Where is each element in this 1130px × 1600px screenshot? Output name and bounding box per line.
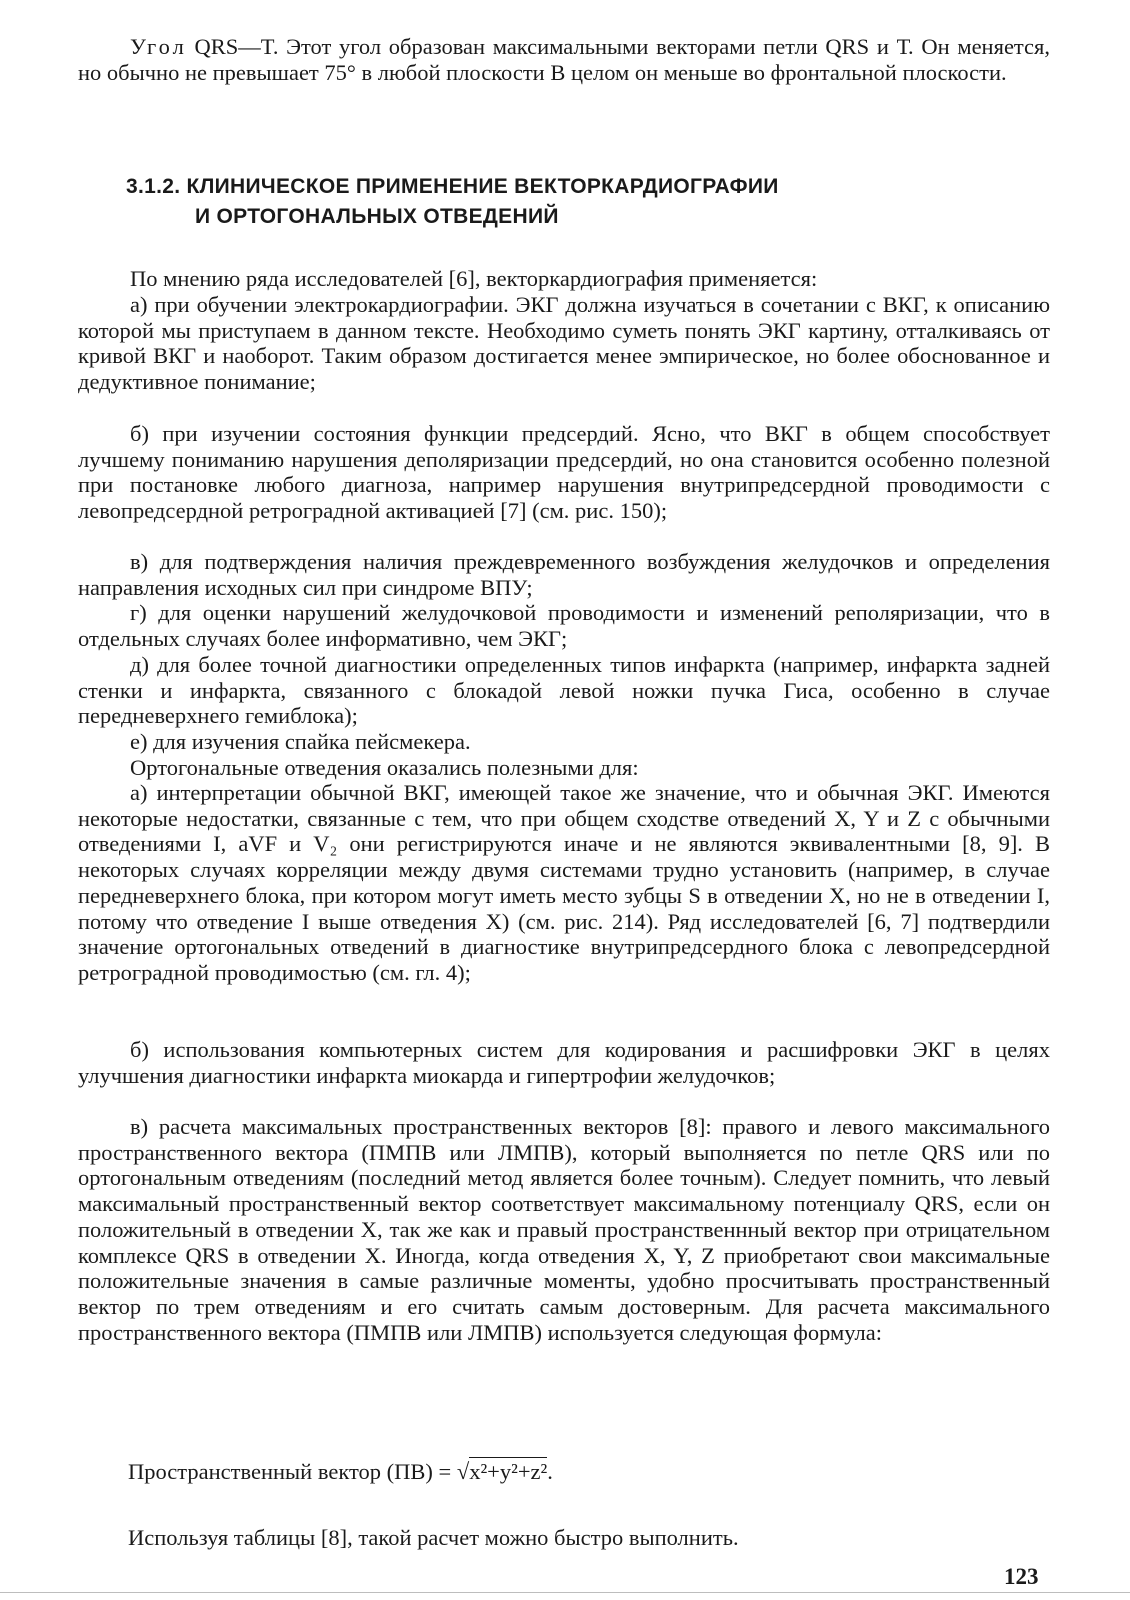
paragraph-intro-list: По мнению ряда исследователей [6], векторкардиография применяется: [130,266,818,291]
intro-lead: Угол [130,34,187,59]
closing-sentence: Используя таблицы [8], такой расчет можно быстро выполнить. [128,1525,739,1550]
formula-root-sign: √ [456,1459,470,1484]
paragraph-orthogonal-a: а) интерпретации обычной ВКГ, имеющей такое же значение, что и обычная ЭКГ. Имеются некоторые недостатки, связанные с тем, что при общем сходстве отведений X, Y и Z с обычными отведениями I, aVF и V₂ они регистрируются иначе и не являются эквивалентными [8, 9]. В некоторых случаях корреляции между двумя системами трудно установить (например, в случае передневерхнего блока, при котором могут иметь место зубцы S в отведении X, но не в отведении I, потому что отведение I выше отведения X) (см. рис. 214). Ряд исследователей [6, 7] подтвердили значение ортогональных отведений в диагностике внутрипредсердного блока с левопредсердной ретроградной проводимостью (см. гл. 4); [78,780,1050,985]
paragraph-item-e: е) для изучения спайка пейсмекера. [130,729,471,754]
paragraph-orthogonal-b: б) использования компьютерных систем для кодирования и расшифровки ЭКГ в целях улучшения диагностики инфаркта миокарда и гипертрофии желудочков; [78,1037,1050,1088]
section-title-line1: КЛИНИЧЕСКОЕ ПРИМЕНЕНИЕ ВЕКТОРКАРДИОГРАФИИ [186,175,779,198]
paragraph-item-v: в) для подтверждения наличия преждевременного возбуждения желудочков и определения направления исходных сил при синдроме ВПУ; [78,549,1050,600]
formula-equals: = [432,1459,457,1484]
formula-label: Пространственный вектор (ПВ) [128,1459,433,1484]
formula-line [128,1458,1028,1486]
section-heading [126,172,1026,232]
page-number: 123 [1004,1564,1039,1589]
paragraph-item-b: б) при изучении состояния функции предсердий. Ясно, что ВКГ в общем способствует лучшему пониманию нарушения деполяризации предсердий, но она становится особенно полезной при постановке любого диагноза, например нарушения внутрипредсердной проводимости с левопредсердной ретроградной активацией [7] (см. рис. 150); [78,421,1050,524]
paragraph-item-g: г) для оценки нарушений желудочковой проводимости и изменений реполяризации, что в отдельных случаях более информативно, чем ЭКГ; [78,600,1050,651]
intro-text: QRS—T. Этот угол образован максимальными векторами петли QRS и Т. Он меняется, но обычно не превышает 75° в любой плоскости В целом он меньше во фронтальной плоскости. [78,34,1050,85]
paragraph-item-a: а) при обучении электрокардиографии. ЭКГ должна изучаться в сочетании с ВКГ, к описанию которой мы приступаем в данном тексте. Необходимо суметь понять ЭКГ картину, отталкиваясь от кривой ВКГ и наоборот. Таким образом достигается менее эмпирическое, но более обоснованное и дедуктивное понимание; [78,292,1050,395]
section-number: 3.1.2. [126,175,181,198]
page-bottom-edge [0,1592,1130,1593]
paragraph-orthogonal-v: в) расчета максимальных пространственных векторов [8]: правого и левого максимального пространственного вектора (ПМПВ или ЛМПВ), который выполняется по петле QRS или по ортогональным отведениям (последний метод является более точным). Следует помнить, что левый максимальный пространственный вектор соответствует максимальному потенциалу QRS, если он положительный в отведении X, так же как и правый пространственнный вектор при отрицательном комплексе QRS в отведении X. Иногда, когда отведения X, Y, Z приобретают свои максимальные положительные значения в самые различные моменты, удобно просчитывать пространственный вектор по трем отведениям и его считать самым достоверным. Для расчета максимального пространственного вектора (ПМПВ или ЛМПВ) используется следующая формула: [78,1114,1050,1345]
intro-paragraph [78,34,1050,85]
formula-radicand: x²+y²+z² [469,1459,548,1484]
formula-end: . [547,1459,553,1484]
paragraph-orthogonal-intro: Ортогональные отведения оказались полезными для: [130,755,639,780]
section-title-line2: И ОРТОГОНАЛЬНЫХ ОТВЕДЕНИЙ [195,205,559,228]
paragraph-item-d: д) для более точной диагностики определенных типов инфаркта (например, инфаркта задней стенки и инфаркта, связанного с блокадой левой ножки пучка Гиса, особенно в случае передневерхнего гемиблока); [78,652,1050,729]
